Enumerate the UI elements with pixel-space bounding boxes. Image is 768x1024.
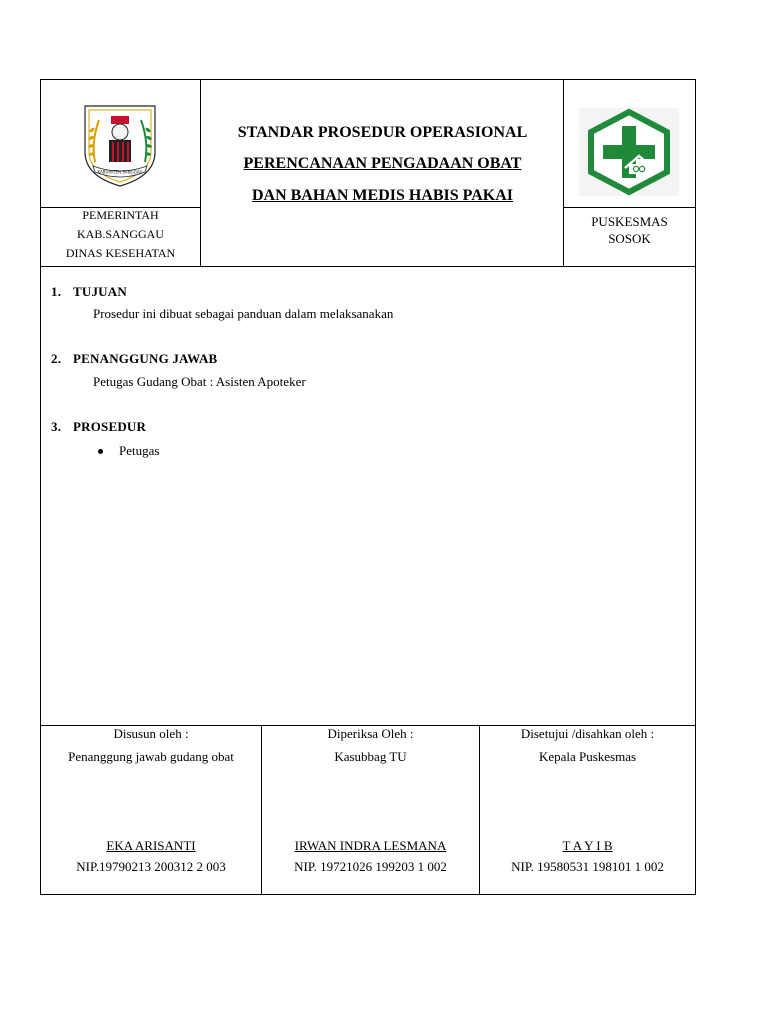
puskesmas-line-1: PUSKESMAS bbox=[591, 214, 668, 229]
kabupaten-sanggau-logo bbox=[77, 102, 163, 188]
title-line-2: PERENCANAAN PENGADAAN OBAT bbox=[243, 155, 522, 172]
puskesmas-logo bbox=[579, 108, 679, 196]
signature-name: EKA ARISANTI bbox=[106, 838, 196, 853]
signature-nip: NIP. 19721026 199203 1 002 bbox=[294, 859, 447, 874]
signature-diperiksa bbox=[262, 726, 479, 894]
puskesmas-line-2: SOSOK bbox=[608, 231, 651, 246]
signature-nip: NIP. 19580531 198101 1 002 bbox=[511, 859, 664, 874]
document-header bbox=[41, 80, 695, 267]
section-tujuan-text: Prosedur ini dibuat sebagai panduan dalam melaksanakan bbox=[93, 306, 394, 321]
signature-label: Disetujui /disahkan oleh : bbox=[520, 726, 655, 741]
signature-disusun bbox=[41, 726, 261, 894]
signature-role: Kasubbag TU bbox=[334, 749, 407, 764]
signature-label: Disusun oleh : bbox=[113, 726, 189, 741]
gov-line-3: DINAS KESEHATAN bbox=[65, 246, 176, 260]
sop-document bbox=[40, 79, 696, 895]
government-block bbox=[41, 208, 200, 261]
signature-label: Diperiksa Oleh : bbox=[327, 726, 414, 741]
title-line-1: STANDAR PROSEDUR OPERASIONAL bbox=[237, 124, 528, 141]
logo-ribbon-text: KABUPATEN SANGGAU bbox=[97, 169, 143, 175]
bullet-text: Petugas bbox=[119, 443, 160, 458]
signature-role: Penanggung jawab gudang obat bbox=[68, 749, 234, 764]
signature-nip: NIP.19790213 200312 2 003 bbox=[76, 859, 226, 874]
prosedur-bullet-item bbox=[98, 443, 159, 459]
signature-name: IRWAN INDRA LESMANA bbox=[294, 838, 447, 853]
section-number: 3. bbox=[51, 419, 62, 434]
header-divider-left bbox=[200, 80, 201, 266]
bullet-dot bbox=[98, 449, 103, 454]
gov-line-2: KAB.SANGGAU bbox=[76, 227, 164, 241]
section-number: 2. bbox=[51, 351, 62, 366]
gov-line-1: PEMERINTAH bbox=[82, 208, 159, 222]
section-prosedur-heading bbox=[51, 419, 146, 435]
puskesmas-block bbox=[563, 213, 696, 247]
section-title: PROSEDUR bbox=[73, 419, 147, 434]
section-title: PENANGGUNG JAWAB bbox=[73, 351, 218, 366]
section-penanggung-text: Petugas Gudang Obat : Asisten Apoteker bbox=[93, 374, 306, 389]
section-title: TUJUAN bbox=[73, 284, 127, 299]
title-line-3: DAN BAHAN MEDIS HABIS PAKAI bbox=[251, 187, 514, 204]
signature-role: Kepala Puskesmas bbox=[538, 749, 637, 764]
signature-name: T A Y I B bbox=[562, 838, 613, 853]
section-number: 1. bbox=[51, 284, 62, 299]
header-right-divider bbox=[563, 207, 696, 208]
signature-disetujui bbox=[480, 726, 695, 894]
section-penanggung-heading bbox=[51, 351, 217, 367]
section-tujuan-heading bbox=[51, 284, 127, 300]
